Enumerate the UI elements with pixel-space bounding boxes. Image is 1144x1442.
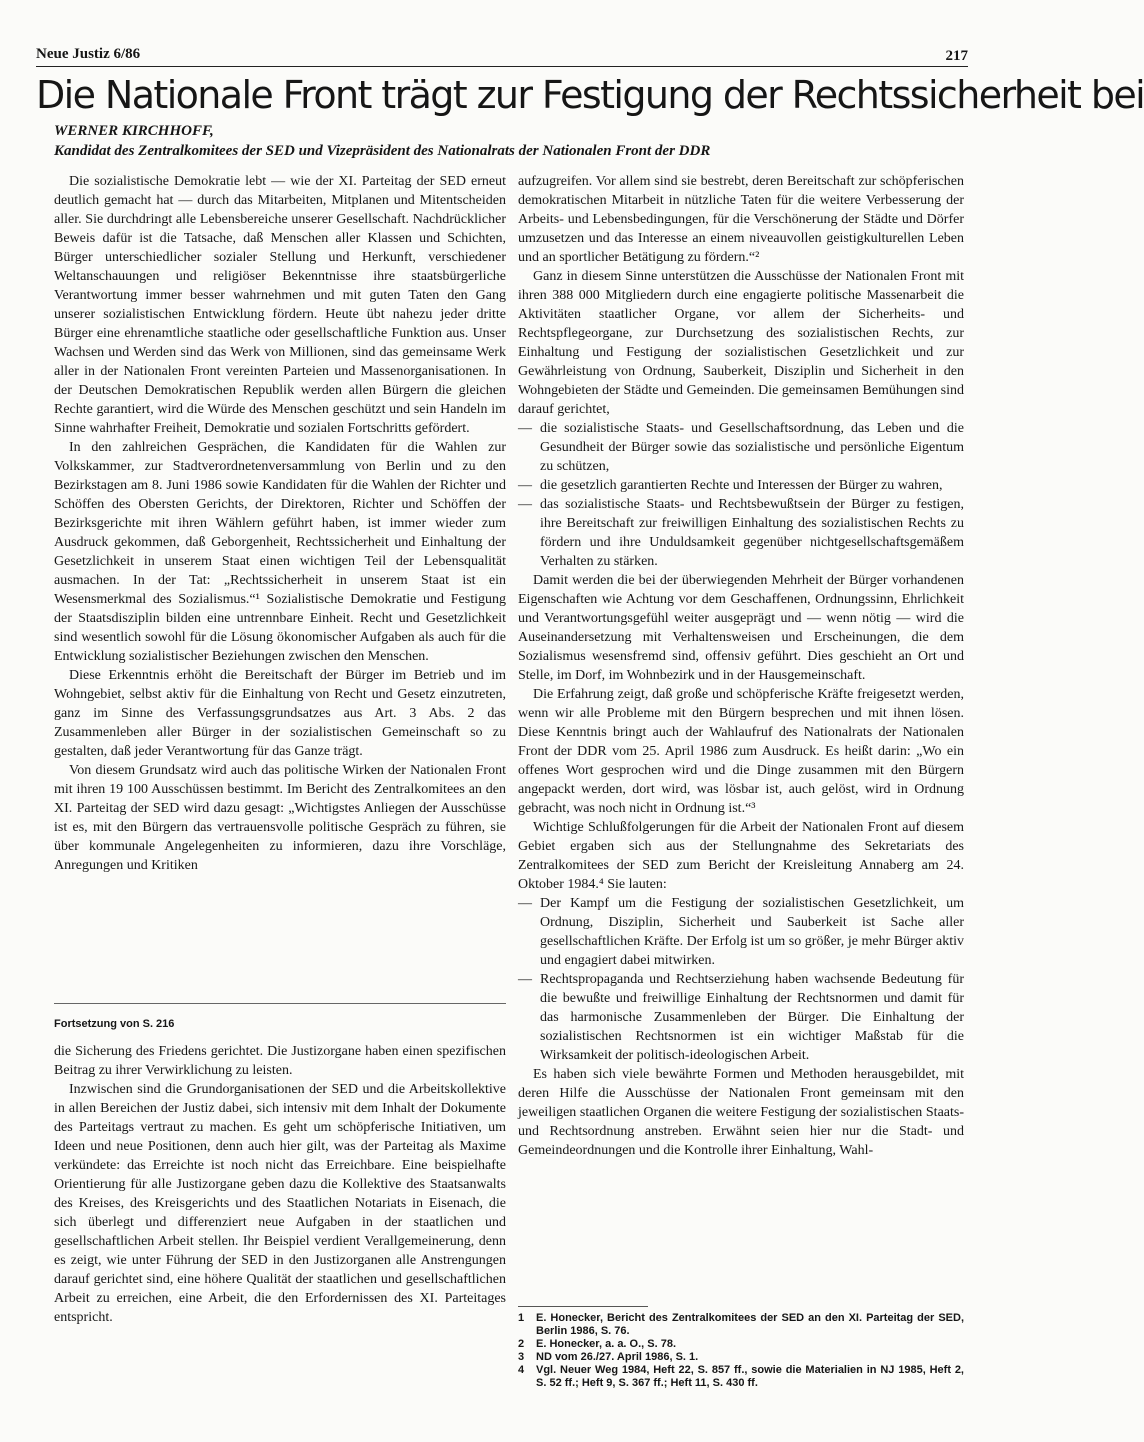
paragraph: In den zahlreichen Gesprächen, die Kandidaten für die Wahlen zur Volkskammer, zur Stadtverordnetenversammlung von Berlin und zu den Bezirkstagen am 8. Juni 1986 sowie Kandidaten für die Wahlen der Richter und Schöffen des Obersten Gerichts, der Direktoren, Richter und Schöffen der Bezirksgerichte mit ihren Wählern geführt haben, ist immer wieder zum Ausdruck gekommen, daß Geborgenheit, Rechtssicherheit und Einhaltung der Gesetzlichkeit in unserem Staat einen wichtigen Teil der Lebensqualität ausmachen. In der Tat: „Rechtssicherheit in unserem Staat ist ein Wesensmerkmal des Sozialismus.“¹ Sozialistische Demokratie und Festigung der Staatsdisziplin bilden eine untrennbare Einheit. Recht und Gesetzlichkeit sind wesentlich sowohl für die Lösung ökonomischer Aufgaben als auch für die Entwicklung sozialistischer Beziehungen zwischen den Menschen. — [54, 440, 506, 664]
paragraph: die Sicherung des Friedens gerichtet. Die Justizorgane haben einen spezifischen Beitrag zu ihrer Verwirklichung zu leisten. — [54, 1044, 506, 1078]
footnote — [518, 1338, 964, 1351]
footnote-text: ND vom 26./27. April 1986, S. 1. — [536, 1351, 699, 1363]
paragraph: Damit werden die bei der überwiegenden Mehrheit der Bürger vorhandenen Eigenschaften wie Achtung vor dem Geschaffenen, Ordnungssinn, Ehrlichkeit und Verantwortungsgefühl weiter ausgeprägt und — wenn nötig — wird die Auseinandersetzung mit Verhaltensweisen und Erscheinungen, die dem Sozialismus wesensfremd sind, offensiv geführt. Dies geschieht an Ort und Stelle, im Dorf, im Wohnbezirk und in der Hausgemeinschaft. — [518, 573, 964, 683]
footnote-number: 2 — [518, 1338, 525, 1350]
continuation-separator — [54, 1003, 506, 1004]
conclusions-list — [518, 894, 964, 1065]
footnote — [518, 1312, 964, 1338]
paragraph: Es haben sich viele bewährte Formen und Methoden herausgebildet, mit deren Hilfe die Ausschüsse der Nationalen Front gemeinsam mit den jeweiligen staatlichen Organen die weitere Festigung der sozialistischen Staats- und Rechtsordnung anstreben. Erwähnt seien hier nur die Stadt- und Gemeindeordnungen und die Kontrolle ihrer Einhaltung, Wahl- — [518, 1067, 964, 1158]
footnote-text: E. Honecker, a. a. O., S. 78. — [536, 1338, 677, 1350]
header-rule — [36, 66, 968, 67]
paragraph: aufzugreifen. Vor allem sind sie bestrebt, deren Bereitschaft zur schöpferischen demokratischen Mitarbeit in nützliche Taten für die weitere Verbesserung der Arbeits- und Lebensbedingungen, für die Verschönerung der Städte und Dörfer umzusetzen und das Interesse an einem niveauvollen geistigkulturellen Leben und an sportlicher Betätigung zu fördern.“² — [518, 174, 964, 265]
right-column — [518, 172, 964, 1160]
footnote — [518, 1364, 964, 1390]
footnote-rule — [518, 1306, 648, 1307]
continuation-label: Fortsetzung von S. 216 — [54, 1018, 175, 1030]
list-item: — das sozialistische Staats- und Rechtsbewußtsein der Bürger zu festigen, ihre Bereitschaft zur freiwilligen Einhaltung des sozialistischen Rechts zu fördern und ihre Unduldsamkeit gegenüber nichtgesellschaftsgemäßem Verhalten zu stärken. — [518, 495, 964, 571]
paragraph: Die Erfahrung zeigt, daß große und schöpferische Kräfte freigesetzt werden, wenn wir alle Probleme mit den Bürgern besprechen und mit ihnen lösen. Diese Kenntnis bringt auch der Wahlaufruf des Nationalrats der Nationalen Front der DDR vom 25. April 1986 zum Ausdruck. Es heißt darin: „Wo ein offenes Wort gesprochen wird und die Dinge zusammen mit den Bürgern angepackt werden, dort wird, was lösbar ist, auch gelöst, wird in Ordnung gebracht, was noch nicht in Ordnung ist.“³ — [518, 687, 964, 816]
author-name: WERNER KIRCHHOFF, — [54, 123, 214, 139]
journal-issue: Neue Justiz 6/86 — [36, 46, 141, 62]
footnote — [518, 1351, 964, 1364]
footnote-number: 3 — [518, 1351, 525, 1363]
paragraph: Von diesem Grundsatz wird auch das politische Wirken der Nationalen Front mit ihren 19 100 Ausschüssen bestimmt. Im Bericht des Zentralkomitees an den XI. Parteitag der SED wird dazu gesagt: „Wichtigstes Anliegen der Ausschüsse ist es, mit den Bürgern das vertrauensvolle politische Gespräch zu führen, sie über kommunale Angelegenheiten zu informieren, dazu ihre Vorschläge, Anregungen und Kritiken — [54, 763, 506, 873]
footnote-number: 1 — [518, 1312, 525, 1324]
aims-list — [518, 419, 964, 571]
list-item: — Der Kampf um die Festigung der sozialistischen Gesetzlichkeit, um Ordnung, Disziplin, Sicherheit und Sauberkeit ist Sache aller gesellschaftlichen Kräfte. Der Erfolg ist um so größer, je mehr Bürger aktiv und engagiert dabei mitwirken. — [518, 894, 964, 970]
page-number: 217 — [945, 48, 968, 64]
list-item: — Rechtspropaganda und Rechtserziehung haben wachsende Bedeutung für die bewußte und freiwillige Einhaltung der Rechtsnormen und damit für das harmonische Zusammenleben der Bürger. Die Einhaltung der sozialistischen Rechtsnormen ist ein wichtiger Maßstab für die Wirksamkeit der politisch-ideologischen Arbeit. — [518, 970, 964, 1065]
paragraph: Diese Erkenntnis erhöht die Bereitschaft der Bürger im Betrieb und im Wohngebiet, selbst aktiv für die Einhaltung von Recht und Gesetz einzutreten, ganz im Sinne des Verfassungsgrundsatzes aus Art. 3 Abs. 2 das Zusammenleben aller Bürger in der sozialistischen Gemeinschaft so zu gestalten, daß jeder Verantwortung für das Ganze trägt. — [54, 668, 506, 759]
footnote-text: E. Honecker, Bericht des Zentralkomitees der SED an den XI. Parteitag der SED, Berlin 1986, S. 76. — [536, 1312, 964, 1337]
left-column-continued — [54, 1042, 506, 1327]
paragraph: Die sozialistische Demokratie lebt — wie der XI. Parteitag der SED erneut deutlich gemacht hat — durch das Mitarbeiten, Mitplanen und Mitentscheiden aller. Sie durchdringt alle Lebensbereiche unserer Gesellschaft. Nachdrücklicher Beweis dafür ist die Tatsache, daß Menschen aller Klassen und Schichten, Bürger unterschiedlicher sozialer Stellung und Herkunft, verschiedener Weltanschauungen und religiöser Bekenntnisse ihre staatsbürgerliche Verantwortung immer besser wahrnehmen und mit guten Taten den Gang unserer sozialistischen Entwicklung fördern. Heute übt nahezu jeder dritte Bürger eine ehrenamtliche staatliche oder gesellschaftliche Funktion aus. Unser Wachsen und Werden sind das Werk von Millionen, sind das gemeinsame Werk aller in der Nationalen Front vereinten Parteien und Massenorganisationen. In der Deutschen Demokratischen Republik werden allen Bürgern die gleichen Rechte garantiert, wird die Würde des Menschen geschützt und sein Handeln im Sinne wahrhafter Freiheit, Demokratie und sozialen Fortschritts gefördert. — [54, 174, 506, 436]
footnotes — [518, 1312, 964, 1390]
footnote-number: 4 — [518, 1364, 525, 1376]
article-title: Die Nationale Front trägt zur Festigung der Rechtssicherheit bei — [36, 73, 1144, 117]
left-column — [54, 172, 506, 875]
author-affiliation: Kandidat des Zentralkomitees der SED und Vizepräsident des Nationalrats der Nationalen Front der DDR — [54, 143, 711, 159]
list-item: — die gesetzlich garantierten Rechte und Interessen der Bürger zu wahren, — [518, 476, 964, 495]
list-item: — die sozialistische Staats- und Gesellschaftsordnung, das Leben und die Gesundheit der Bürger sowie das sozialistische und persönliche Eigentum zu schützen, — [518, 419, 964, 476]
paragraph: Ganz in diesem Sinne unterstützen die Ausschüsse der Nationalen Front mit ihren 388 000 Mitgliedern durch eine engagierte politische Massenarbeit die Aktivitäten staatlicher Organe, vor allem der Sicherheits- und Rechtspflegeorgane, zur Durchsetzung des sozialistischen Rechts, zur Einhaltung und Festigung der sozialistischen Gesetzlichkeit und zur Gewährleistung von Ordnung, Sauberkeit, Disziplin und Sicherheit in den Wohngebieten der Städte und Gemeinden. Die gemeinsamen Bemühungen sind darauf gerichtet, — [518, 269, 964, 417]
paragraph: Inzwischen sind die Grundorganisationen der SED und die Arbeitskollektive in allen Bereichen der Justiz dabei, sich intensiv mit dem Inhalt der Dokumente des Parteitags vertraut zu machen. Es geht um schöpferische Initiativen, um Ideen und neue Positionen, denn auch hier gilt, was der Parteitag als Maxime verkündete: das Erreichte ist noch nicht das Erreichbare. Eine beispielhafte Orientierung für alle Justizorgane geben dazu die Kollektive des Staatsanwalts des Kreises, des Kreisgerichts und des Staatlichen Notariats in Eisenach, die sich überlegt und differenziert neue Aufgaben in der staatlichen und gesellschaftlichen Arbeit stellen. Ihr Beispiel verdient Verallgemeinerung, denn es zeigt, wie unter Führung der SED in den Justizorganen alle Anstrengungen darauf gerichtet sind, eine höhere Qualität der staatlichen und gesellschaftlichen Arbeit zu erreichen, eine Arbeit, die den Erfordernissen des XI. Parteitages entspricht. — [54, 1082, 506, 1325]
footnote-text: Vgl. Neuer Weg 1984, Heft 22, S. 857 ff., sowie die Materialien in NJ 1985, Heft 2, S. 52 ff.; Heft 9, S. 367 ff.; Heft 11, S. 430 ff. — [536, 1364, 964, 1389]
paragraph: Wichtige Schlußfolgerungen für die Arbeit der Nationalen Front auf diesem Gebiet ergaben sich aus der Stellungnahme des Sekretariats des Zentralkomitees der SED zum Bericht der Kreisleitung Annaberg am 24. Oktober 1984.⁴ Sie lauten: — [518, 820, 964, 892]
